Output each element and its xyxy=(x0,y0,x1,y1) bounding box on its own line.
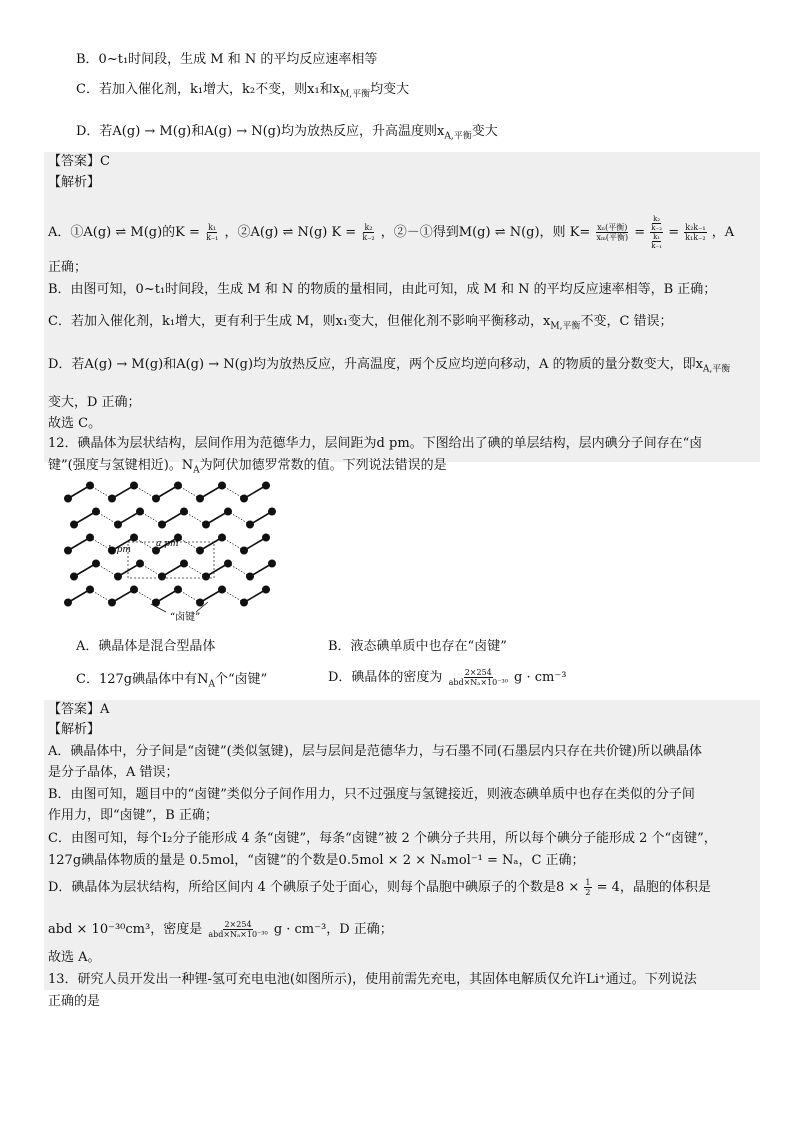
q12-option-d: D．碘晶体的密度为 $\frac{2\times 254}{\text{abd×Nₐ×10⁻³⁰}}$ g · cm⁻³ xyxy=(328,668,567,687)
halogen-bond-label: “卤键” xyxy=(170,612,201,623)
q12-explanation-d-line1: D．碘晶体为层状结构，所给区间内 4 个碘原子处于面心，则每个晶胞中碘原子的个数是8 × $\frac{1}{2}$ = 4，晶胞的体积是 xyxy=(48,878,711,897)
q11-explanation-a: A．①A(g) ⇌ M(g)的K = $\frac{\text{k₁}}{\text{k₋₁}}$ ，②A(g) ⇌ N(g) K = $\frac{\text{k₂}}{\text{k₋₂}}$ ，②－①得到M(g) ⇌ N(g)，则 K= $\frac{\text{xₙ(平衡)}}{\text{xₘ(平衡)}}$ = $\frac{\frac{\text{k₂}}{\text{k₋₂}}}{\frac{\text{k₁}}{\text{k₋₁}}}$ = $\frac{\text{k₂k₋₁}}{\text{k₁k₋₂}}$ ，A xyxy=(48,215,735,250)
iodine-atom xyxy=(269,508,275,514)
q11-option-b: B．0~t₁时间段，生成 M 和 N 的平均反应速率相等 xyxy=(76,52,378,67)
q12-analysis-heading: 【解析】 xyxy=(48,722,101,737)
fraction: $\frac{2\times 254}{\text{abd×Nₐ×10⁻³⁰}}$ xyxy=(208,920,268,939)
q11-option-c: C．若加入催化剂，k₁增大，k₂不变，则x₁和$x_{M,平衡}$均变大 xyxy=(76,82,410,100)
q11-explanation-d: D．若A(g) → M(g)和A(g) → N(g)均为放热反应，升高温度，两个反应均逆向移动，A 的物质的量分数变大，即$x_{A,平衡}$ xyxy=(48,357,731,375)
q11-option-d: D．若A(g) → M(g)和A(g) → N(g)均为放热反应，升高温度则$x_{A,平衡}$变大 xyxy=(76,124,498,142)
iodine-atom xyxy=(269,560,275,566)
q11-answer: 【答案】C xyxy=(48,154,110,169)
q13-stem-line1: 13．研究人员开发出一种锂-氢可充电电池(如图所示)，使用前需先充电，其固体电解质仅允许Li⁺通过。下列说法 xyxy=(48,972,697,987)
q11-conclusion: 故选 C。 xyxy=(48,416,102,431)
q12-explanation-a-line1: A．碘晶体中，分子间是“卤键”(类似氢键)，层与层间是范德华力，与石墨不同(石墨层内只存在共价键)所以碘晶体 xyxy=(48,744,702,759)
fraction: $\frac{\text{k₂k₋₁}}{\text{k₁k₋₂}}$ xyxy=(685,223,706,242)
fraction: $\frac{\text{xₙ(平衡)}}{\text{xₘ(平衡)}}$ xyxy=(596,223,629,242)
q11-explanation-a-end: 正确； xyxy=(48,260,88,275)
q12-explanation-d-line2: abd × 10⁻³⁰cm³，密度是 $\frac{2\times 254}{\text{abd×Nₐ×10⁻³⁰}}$ g · cm⁻³，D 正确； xyxy=(48,920,393,939)
q13-stem-line2: 正确的是 xyxy=(48,994,101,1009)
fraction: $\frac{\text{k₂}}{\text{k₋₂}}$ xyxy=(362,223,375,242)
iodine-atom xyxy=(263,482,269,488)
q12-answer: 【答案】A xyxy=(48,702,110,717)
q12-explanation-b-line1: B．由图可知，题目中的“卤键”类似分子间作用力，只不过强度与氢键接近，则液态碘单质中也存在类似的分子间 xyxy=(48,787,695,802)
iodine-atom xyxy=(263,586,269,592)
q12-explanation-b-line2: 作用力，即“卤键”，B 正确； xyxy=(48,808,218,823)
a-pm-label: a pm xyxy=(156,539,179,549)
compound-fraction: $\frac{\frac{\text{k₂}}{\text{k₋₂}}}{\frac{\text{k₁}}{\text{k₋₁}}}$ xyxy=(651,215,663,250)
q11-analysis-heading: 【解析】 xyxy=(48,175,101,190)
q11-explanation-c: C．若加入催化剂，k₁增大，更有利于生成 M，则x₁变大，但催化剂不影响平衡移动，$x_{M,平衡}$不变，C 错误； xyxy=(48,314,673,332)
q12-conclusion: 故选 A。 xyxy=(48,950,101,965)
q12-option-a: A．碘晶体是混合型晶体 xyxy=(76,639,216,654)
q12-explanation-a-line2: 是分子晶体，A 错误； xyxy=(48,765,179,780)
fraction: $\frac{2\times 254}{\text{abd×Nₐ×10⁻³⁰}}$ xyxy=(448,668,508,687)
q12-explanation-c-line1: C．由图可知，每个I₂分子能形成 4 条“卤键”，每条“卤键”被 2 个碘分子共用，所以每个碘分子能形成 2 个“卤键”， xyxy=(48,831,717,846)
fraction: $\frac{1}{2}$ xyxy=(585,878,591,897)
iodine-layer-structure-figure xyxy=(56,478,286,628)
q12-option-b: B．液态碘单质中也存在“卤键” xyxy=(328,639,507,654)
iodine-atom xyxy=(263,534,269,540)
q12-explanation-c-line2: 127g碘晶体物质的量是 0.5mol，“卤键”的个数是0.5mol × 2 × Nₐmol⁻¹ = Nₐ，C 正确； xyxy=(48,853,585,868)
q12-stem-line1: 12．碘晶体为层状结构，层间作用为范德华力，层间距为d pm。下图给出了碘的单层结构，层内碘分子间存在“卤 xyxy=(48,436,703,451)
q12-stem-line2: 键”(强度与氢键相近)。$N_A$为阿伏加德罗常数的值。下列说法错误的是 xyxy=(48,458,447,476)
q11-explanation-b: B．由图可知，0~t₁时间段，生成 M 和 N 的物质的量相同，由此可知，成 M 和 N 的平均反应速率相等，B 正确； xyxy=(48,282,717,297)
fraction: $\frac{\text{k₁}}{\text{k₋₁}}$ xyxy=(206,223,219,242)
q12-option-c: C．127g碘晶体中有$N_A$个“卤键” xyxy=(76,672,268,690)
q11-explanation-d-end: 变大，D 正确； xyxy=(48,395,141,410)
b-pm-label: b pm xyxy=(108,545,131,555)
